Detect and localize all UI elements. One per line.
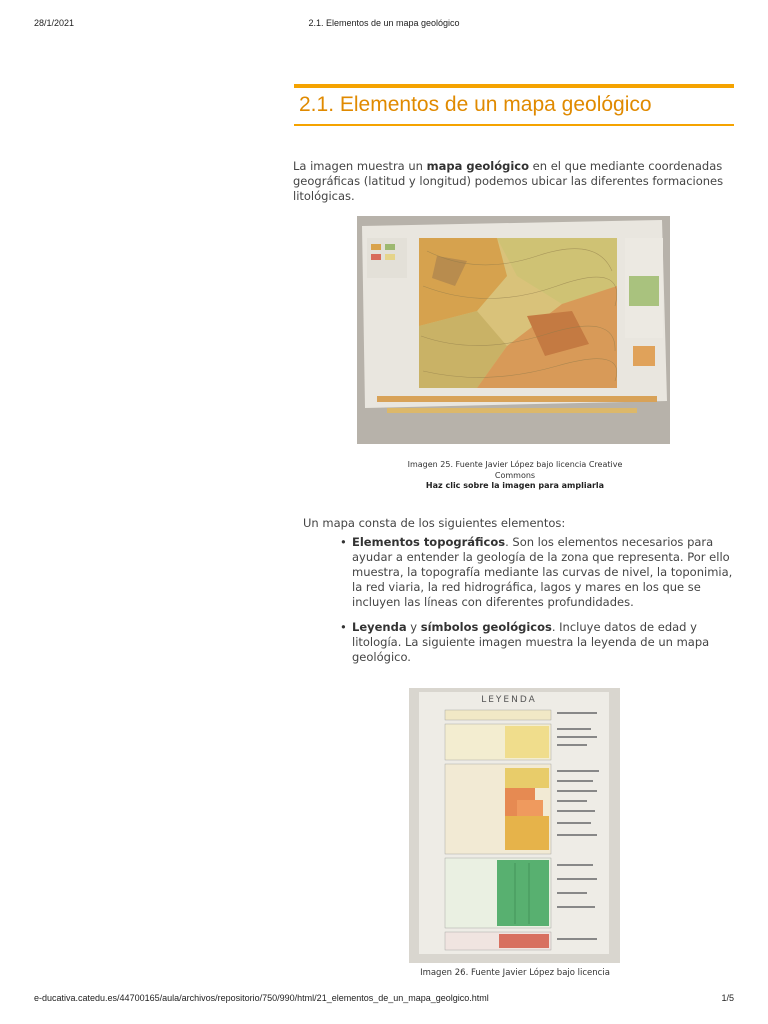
image-25-caption: [400, 460, 630, 492]
image-26-caption: Imagen 26. Fuente Javier López bajo licencia: [420, 968, 610, 978]
list-item-text: . Incluye datos de edad y litología. La siguiente imagen muestra la leyenda de un mapa geológico.: [352, 620, 710, 664]
list-item-connector: y: [406, 620, 421, 634]
section-title-box: [294, 84, 734, 126]
print-page-number: 1/5: [721, 993, 734, 1003]
geologic-map-picture: [357, 216, 670, 444]
caption-text: Imagen 25. Fuente Javier López bajo licencia Creative Commons: [407, 460, 623, 480]
legend-image[interactable]: [409, 688, 620, 963]
print-url: e-ducativa.catedu.es/44700165/aula/archivos/repositorio/750/990/html/21_elementos_de_un_mapa_geolgico.html: [34, 993, 489, 1003]
list-item-topographic: [334, 535, 736, 610]
list-item-text: . Son los elementos necesarios para ayudar a entender la geología de la zona que representa. Por ello muestra, la topografía mediante las curvas de nivel, la toponimia, la red viaria, la red hidrográfica, lagos y mares en los que se incluyen las líneas con diferentes profundidades.: [352, 535, 733, 609]
intro-text-start: La imagen muestra un: [293, 159, 427, 173]
enlarge-image-link[interactable]: Haz clic sobre la imagen para ampliarla: [425, 481, 605, 490]
legend-picture: [409, 688, 620, 963]
list-item-legend: [334, 620, 736, 665]
intro-paragraph: [293, 159, 735, 204]
geologic-map-image[interactable]: [357, 216, 670, 444]
intro-text-end: en el que mediante coordenadas geográficas (latitud y longitud) podemos ubicar las diferentes formaciones litológicas.: [293, 159, 724, 203]
elements-intro: Un mapa consta de los siguientes elementos:: [303, 516, 566, 530]
print-title: 2.1. Elementos de un mapa geológico: [308, 18, 460, 28]
print-date: 28/1/2021: [34, 18, 75, 28]
list-item-term: Elementos topográficos: [352, 535, 506, 549]
list-item-term-2: símbolos geológicos: [420, 620, 552, 634]
page-title: 2.1. Elementos de un mapa geológico: [299, 93, 652, 116]
legend-heading: LEYENDA: [481, 695, 537, 705]
list-item-term: Leyenda: [352, 620, 407, 634]
elements-list: [334, 535, 736, 675]
intro-bold-term: mapa geológico: [426, 159, 530, 173]
